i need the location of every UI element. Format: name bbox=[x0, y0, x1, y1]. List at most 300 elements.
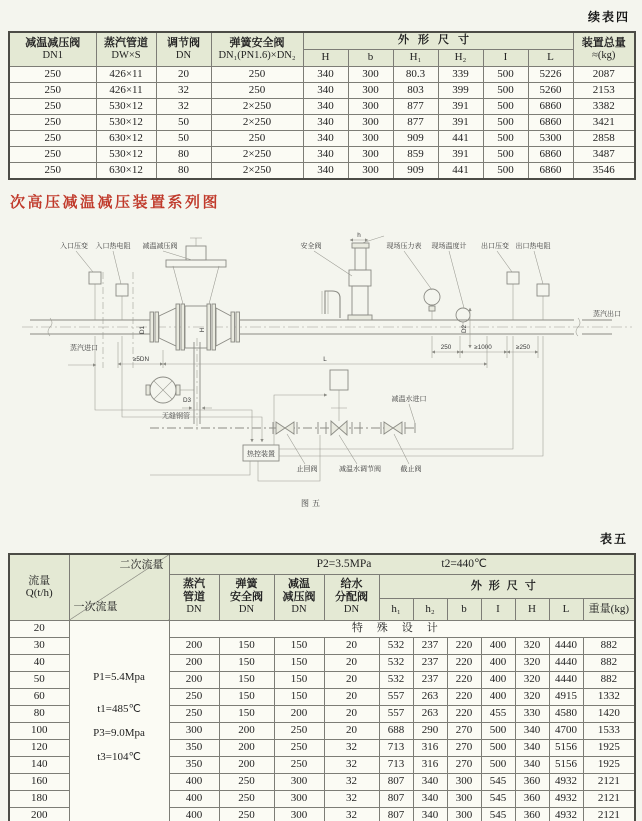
cell: 250 bbox=[169, 688, 219, 705]
water-regulating-valve-symbol bbox=[330, 370, 348, 435]
cell: 220 bbox=[447, 705, 481, 722]
cell: 500 bbox=[481, 739, 515, 756]
cell: 150 bbox=[274, 637, 324, 654]
table-five-label: 表五 bbox=[599, 532, 628, 546]
primary-p3: P3=9.0Mpa bbox=[93, 726, 145, 739]
cell: 300 bbox=[447, 790, 481, 807]
cell: 400 bbox=[481, 671, 515, 688]
t4-dim-L: L bbox=[528, 49, 573, 66]
cell: 4440 bbox=[549, 637, 583, 654]
t4-col-prv: 减温减压阀 DN1 bbox=[9, 32, 96, 66]
t4-dim-I: I bbox=[483, 49, 528, 66]
series-diagram-heading: 次高压减温减压装置系列图 bbox=[10, 195, 221, 211]
cell: 4932 bbox=[549, 807, 583, 821]
cell: 300 bbox=[348, 146, 393, 162]
cell: 20 bbox=[324, 722, 379, 739]
cell: 32 bbox=[324, 773, 379, 790]
cell: 320 bbox=[515, 654, 549, 671]
table-row bbox=[9, 82, 635, 98]
cell: 877 bbox=[393, 114, 438, 130]
cell: 5300 bbox=[528, 130, 573, 146]
steam-out-label: 蒸汽出口 bbox=[593, 311, 621, 318]
cell: 391 bbox=[438, 98, 483, 114]
outlet-pt-label: 出口压变 bbox=[481, 243, 509, 250]
cell: 426×11 bbox=[96, 66, 156, 82]
cell: 250 bbox=[169, 705, 219, 722]
t5-dim-L: L bbox=[549, 598, 583, 620]
cell: 713 bbox=[379, 739, 413, 756]
cell: 60 bbox=[9, 688, 69, 705]
cell: 250 bbox=[211, 130, 303, 146]
cell: 200 bbox=[274, 705, 324, 722]
water-valve-label: 减温水调节阀 bbox=[339, 466, 381, 473]
cell: 426×11 bbox=[96, 82, 156, 98]
cell: 500 bbox=[483, 130, 528, 146]
t5-col-prv: 减温 减压阀 DN bbox=[274, 574, 324, 620]
cell: 400 bbox=[481, 688, 515, 705]
t5-col-water-dist-valve: 给水 分配阀 DN bbox=[324, 574, 379, 620]
cell: 4700 bbox=[549, 722, 583, 739]
cell: 80 bbox=[9, 705, 69, 722]
cell: 340 bbox=[303, 146, 348, 162]
cell: 4580 bbox=[549, 705, 583, 722]
cell: 3421 bbox=[573, 114, 635, 130]
table-row bbox=[9, 130, 635, 146]
cell: 441 bbox=[438, 130, 483, 146]
cell: 160 bbox=[9, 773, 69, 790]
cell: 180 bbox=[9, 790, 69, 807]
prv-label: 减温减压阀 bbox=[142, 243, 178, 250]
seamless-pipe-label: 无缝钢管 bbox=[162, 413, 190, 420]
cell: 80 bbox=[156, 146, 211, 162]
primary-flow-label: 一次流量 bbox=[73, 600, 118, 613]
table-row bbox=[9, 66, 635, 82]
dim-l: L bbox=[323, 356, 327, 363]
stop-valve-label: 截止阀 bbox=[400, 466, 422, 473]
cell: 350 bbox=[169, 756, 219, 773]
piping-diagram-figure5 bbox=[0, 218, 642, 518]
dim-h-small: h bbox=[357, 232, 361, 239]
cell: 250 bbox=[274, 739, 324, 756]
table-row bbox=[9, 98, 635, 114]
cell: 220 bbox=[447, 654, 481, 671]
cell: 32 bbox=[156, 98, 211, 114]
cell: 340 bbox=[413, 773, 447, 790]
cell: 250 bbox=[219, 773, 274, 790]
cell: 320 bbox=[515, 637, 549, 654]
cell: 150 bbox=[274, 654, 324, 671]
cell: 32 bbox=[324, 790, 379, 807]
inlet-rtd-label: 入口热电阻 bbox=[95, 243, 131, 250]
cell: 250 bbox=[274, 756, 324, 773]
gauge-label: 现场压力表 bbox=[386, 243, 422, 250]
cell: 250 bbox=[9, 146, 96, 162]
cell: 140 bbox=[9, 756, 69, 773]
cell: 882 bbox=[583, 637, 635, 654]
cell: 2×250 bbox=[211, 146, 303, 162]
cell: 391 bbox=[438, 114, 483, 130]
cell: 250 bbox=[9, 82, 96, 98]
primary-p1: P1=5.4Mpa bbox=[93, 670, 145, 683]
cell: 530×12 bbox=[96, 146, 156, 162]
water-line bbox=[150, 370, 427, 473]
cell: 100 bbox=[9, 722, 69, 739]
cell: 532 bbox=[379, 654, 413, 671]
cell: 250 bbox=[211, 82, 303, 98]
dim-d2: D2 bbox=[461, 324, 468, 334]
cell: 300 bbox=[348, 162, 393, 179]
cell: 20 bbox=[324, 688, 379, 705]
cell: 320 bbox=[515, 688, 549, 705]
cell: 340 bbox=[303, 114, 348, 130]
cell: 500 bbox=[481, 722, 515, 739]
cell: 320 bbox=[515, 671, 549, 688]
cell: 200 bbox=[169, 637, 219, 654]
cell: 630×12 bbox=[96, 162, 156, 179]
outlet-rtd-label: 出口热电阻 bbox=[515, 243, 551, 250]
cell: 909 bbox=[393, 162, 438, 179]
t5-dims-group-header: 外形尺寸 bbox=[379, 574, 635, 598]
cell: 340 bbox=[515, 756, 549, 773]
cell: 1533 bbox=[583, 722, 635, 739]
cell: 455 bbox=[481, 705, 515, 722]
cell: 2×250 bbox=[211, 114, 303, 130]
cell: 2121 bbox=[583, 807, 635, 821]
cell: 882 bbox=[583, 671, 635, 688]
dim-h-cap: H bbox=[199, 327, 206, 333]
cell: 220 bbox=[447, 671, 481, 688]
main-steam-pipe bbox=[22, 318, 632, 336]
dim-5dn: ≥5DN bbox=[132, 356, 150, 363]
thermal-box-label: 热控装置 bbox=[247, 451, 275, 458]
cell: 340 bbox=[303, 130, 348, 146]
cell: 807 bbox=[379, 790, 413, 807]
cell: 200 bbox=[9, 807, 69, 821]
cell: 263 bbox=[413, 705, 447, 722]
cell: 557 bbox=[379, 688, 413, 705]
cell: 400 bbox=[169, 807, 219, 821]
cell: 250 bbox=[219, 790, 274, 807]
t4-body bbox=[9, 66, 635, 179]
cell: 40 bbox=[9, 654, 69, 671]
thermal-control-device bbox=[95, 336, 543, 481]
cell: 545 bbox=[481, 807, 515, 821]
cell: 557 bbox=[379, 705, 413, 722]
cell: 350 bbox=[169, 739, 219, 756]
cell: 300 bbox=[447, 773, 481, 790]
stop-valve-symbol bbox=[381, 422, 405, 434]
cell: 300 bbox=[274, 807, 324, 821]
cell: 50 bbox=[156, 130, 211, 146]
cell: 20 bbox=[156, 66, 211, 82]
cell: 50 bbox=[156, 114, 211, 130]
cell: 5156 bbox=[549, 739, 583, 756]
t4-header-row-1 bbox=[9, 32, 635, 49]
cell: 270 bbox=[447, 756, 481, 773]
t5-dim-H: H bbox=[515, 598, 549, 620]
primary-t1: t1=485℃ bbox=[97, 702, 141, 715]
cell: 500 bbox=[483, 82, 528, 98]
dim-1000: ≥1000 bbox=[474, 344, 492, 351]
safety-valve-label: 安全阀 bbox=[300, 243, 322, 250]
cell: 5156 bbox=[549, 756, 583, 773]
cell: 300 bbox=[447, 807, 481, 821]
t5-special-row bbox=[9, 620, 635, 637]
cell: 2121 bbox=[583, 790, 635, 807]
cell: 237 bbox=[413, 671, 447, 688]
cell: 150 bbox=[274, 671, 324, 688]
cell: 532 bbox=[379, 671, 413, 688]
cell: 250 bbox=[219, 807, 274, 821]
secondary-flow-label: 二次流量 bbox=[119, 559, 164, 571]
cell: 20 bbox=[324, 637, 379, 654]
t5-dim-I: I bbox=[481, 598, 515, 620]
cell: 340 bbox=[303, 98, 348, 114]
cell: 250 bbox=[211, 66, 303, 82]
dim-ge250: ≥250 bbox=[516, 344, 530, 351]
t4-dim-b: b bbox=[348, 49, 393, 66]
cell: 545 bbox=[481, 773, 515, 790]
cell: 340 bbox=[303, 66, 348, 82]
cell: 909 bbox=[393, 130, 438, 146]
continued-table-label: 续表四 bbox=[587, 10, 630, 24]
cell: 200 bbox=[219, 722, 274, 739]
cell: 2×250 bbox=[211, 98, 303, 114]
cell: 877 bbox=[393, 98, 438, 114]
cell: 400 bbox=[169, 773, 219, 790]
cell: 6860 bbox=[528, 114, 573, 130]
dim-250: 250 bbox=[440, 344, 452, 351]
t4-col-safety-valve: 弹簧安全阀 DN₁(PN1.6)×DN₂ bbox=[211, 32, 303, 66]
cell: 807 bbox=[379, 807, 413, 821]
cell: 340 bbox=[413, 807, 447, 821]
cell: 316 bbox=[413, 756, 447, 773]
cell: 120 bbox=[9, 739, 69, 756]
cell: 500 bbox=[483, 98, 528, 114]
cell: 360 bbox=[515, 807, 549, 821]
cell: 150 bbox=[219, 654, 274, 671]
special-design-cell: 特殊设计 bbox=[169, 620, 635, 637]
t5-body bbox=[9, 620, 635, 821]
cell: 270 bbox=[447, 739, 481, 756]
cell: 2121 bbox=[583, 773, 635, 790]
cell: 200 bbox=[169, 654, 219, 671]
cell: 400 bbox=[169, 790, 219, 807]
cell: 200 bbox=[219, 756, 274, 773]
cell: 220 bbox=[447, 688, 481, 705]
cell: 250 bbox=[9, 114, 96, 130]
dim-d1: D1 bbox=[139, 325, 146, 335]
cell: 3487 bbox=[573, 146, 635, 162]
check-valve-label: 止回阀 bbox=[296, 466, 318, 473]
inlet-pt-label: 入口压变 bbox=[60, 243, 88, 250]
table-row bbox=[9, 162, 635, 179]
table-row bbox=[9, 114, 635, 130]
cell: 3382 bbox=[573, 98, 635, 114]
cell: 360 bbox=[515, 790, 549, 807]
cell: 300 bbox=[348, 114, 393, 130]
cell: 807 bbox=[379, 773, 413, 790]
cell: 500 bbox=[483, 146, 528, 162]
cell: 4915 bbox=[549, 688, 583, 705]
cell: 882 bbox=[583, 654, 635, 671]
diagram-top-labels bbox=[60, 232, 551, 308]
cell: 500 bbox=[483, 66, 528, 82]
t4-dim-H2: H₂ bbox=[438, 49, 483, 66]
cell: 4440 bbox=[549, 654, 583, 671]
cell: 2153 bbox=[573, 82, 635, 98]
cell: 250 bbox=[9, 162, 96, 179]
cell: 150 bbox=[219, 637, 274, 654]
t5-col-safety-valve: 弹簧 安全阀 DN bbox=[219, 574, 274, 620]
t5-col-weight: 重量(kg) bbox=[583, 598, 635, 620]
cell: 250 bbox=[9, 130, 96, 146]
t5-header-row-1 bbox=[9, 554, 635, 574]
condition-p2: P2=3.5MPa bbox=[316, 557, 372, 570]
cell: 4440 bbox=[549, 671, 583, 688]
cell: 32 bbox=[324, 739, 379, 756]
cell: 340 bbox=[303, 82, 348, 98]
cell: 237 bbox=[413, 654, 447, 671]
cell: 803 bbox=[393, 82, 438, 98]
cell: 290 bbox=[413, 722, 447, 739]
cell: 713 bbox=[379, 756, 413, 773]
cell: 2×250 bbox=[211, 162, 303, 179]
table-four-continued bbox=[8, 31, 636, 180]
cell: 263 bbox=[413, 688, 447, 705]
cell: 20 bbox=[324, 654, 379, 671]
cell: 545 bbox=[481, 790, 515, 807]
cell: 530×12 bbox=[96, 114, 156, 130]
cell: 220 bbox=[447, 637, 481, 654]
cell: 300 bbox=[348, 130, 393, 146]
water-in-label: 减温水进口 bbox=[391, 396, 427, 403]
steam-in-label: 蒸汽进口 bbox=[70, 345, 98, 352]
cell: 300 bbox=[348, 66, 393, 82]
t5-diagonal-header bbox=[69, 554, 169, 620]
t5-dim-h2: h₂ bbox=[413, 598, 447, 620]
cell: 441 bbox=[438, 162, 483, 179]
cell: 391 bbox=[438, 146, 483, 162]
check-valve-symbol bbox=[273, 422, 297, 434]
cell: 200 bbox=[169, 671, 219, 688]
cell: 5226 bbox=[528, 66, 573, 82]
cell: 340 bbox=[515, 739, 549, 756]
t4-dim-H1: H₁ bbox=[393, 49, 438, 66]
cell: 500 bbox=[481, 756, 515, 773]
t4-col-steam-pipe: 蒸汽管道 DW×S bbox=[96, 32, 156, 66]
cell: 250 bbox=[9, 98, 96, 114]
t5-dim-h1: h₁ bbox=[379, 598, 413, 620]
cell: 250 bbox=[9, 66, 96, 82]
cell: 150 bbox=[219, 705, 274, 722]
cell: 150 bbox=[274, 688, 324, 705]
cell: 32 bbox=[324, 807, 379, 821]
cell: 399 bbox=[438, 82, 483, 98]
cell: 4932 bbox=[549, 790, 583, 807]
cell: 532 bbox=[379, 637, 413, 654]
cell: 330 bbox=[515, 705, 549, 722]
cell: 1420 bbox=[583, 705, 635, 722]
cell: 339 bbox=[438, 66, 483, 82]
safety-valve-assembly bbox=[322, 236, 384, 320]
figure-caption: 图五 bbox=[301, 499, 323, 508]
cell: 1332 bbox=[583, 688, 635, 705]
cell: 1925 bbox=[583, 756, 635, 773]
cell: 300 bbox=[274, 790, 324, 807]
cell: 50 bbox=[9, 671, 69, 688]
t5-col-steam-pipe: 蒸汽 管道 DN bbox=[169, 574, 219, 620]
cell: 237 bbox=[413, 637, 447, 654]
cell: 500 bbox=[483, 114, 528, 130]
cell: 340 bbox=[515, 722, 549, 739]
dim-d3: D3 bbox=[182, 397, 192, 404]
cell: 1925 bbox=[583, 739, 635, 756]
condition-t2: t2=440℃ bbox=[441, 557, 487, 570]
thermometer-label: 现场温度计 bbox=[431, 243, 467, 250]
cell: 30 bbox=[9, 637, 69, 654]
t5-conditions-header bbox=[169, 554, 635, 574]
t4-col-total-weight: 装置总量 ≈(kg) bbox=[573, 32, 635, 66]
t4-dims-group-header: 外形尺寸 bbox=[303, 32, 573, 49]
cell: 200 bbox=[219, 739, 274, 756]
cell: 316 bbox=[413, 739, 447, 756]
cell: 2087 bbox=[573, 66, 635, 82]
cell: 150 bbox=[219, 671, 274, 688]
cell: 80 bbox=[156, 162, 211, 179]
cell: 150 bbox=[219, 688, 274, 705]
cell: 530×12 bbox=[96, 98, 156, 114]
cell: 20 bbox=[324, 671, 379, 688]
cell: 20 bbox=[9, 620, 69, 637]
prv-valve-assembly bbox=[150, 238, 240, 350]
cell: 6860 bbox=[528, 98, 573, 114]
cell: 300 bbox=[348, 82, 393, 98]
cell: 250 bbox=[274, 722, 324, 739]
cell: 32 bbox=[156, 82, 211, 98]
cell: 4932 bbox=[549, 773, 583, 790]
cell: 360 bbox=[515, 773, 549, 790]
t4-col-regulating-valve: 调节阀 DN bbox=[156, 32, 211, 66]
cell: 400 bbox=[481, 637, 515, 654]
t5-dim-b: b bbox=[447, 598, 481, 620]
t5-primary-conditions-cell bbox=[69, 620, 169, 821]
cell: 5260 bbox=[528, 82, 573, 98]
cell: 340 bbox=[303, 162, 348, 179]
cell: 6860 bbox=[528, 162, 573, 179]
t4-dim-H: H bbox=[303, 49, 348, 66]
cell: 340 bbox=[413, 790, 447, 807]
cell: 630×12 bbox=[96, 130, 156, 146]
t5-col-flow: 流量 Q(t/h) bbox=[9, 554, 69, 620]
cell: 300 bbox=[348, 98, 393, 114]
cell: 500 bbox=[483, 162, 528, 179]
cell: 300 bbox=[169, 722, 219, 739]
cell: 300 bbox=[274, 773, 324, 790]
table-five bbox=[8, 553, 636, 821]
cell: 20 bbox=[324, 705, 379, 722]
cell: 2858 bbox=[573, 130, 635, 146]
cell: 688 bbox=[379, 722, 413, 739]
cell: 270 bbox=[447, 722, 481, 739]
table-row bbox=[9, 146, 635, 162]
cell: 859 bbox=[393, 146, 438, 162]
cell: 3546 bbox=[573, 162, 635, 179]
cell: 400 bbox=[481, 654, 515, 671]
primary-t3: t3=104℃ bbox=[97, 750, 141, 763]
cell: 80.3 bbox=[393, 66, 438, 82]
cell: 32 bbox=[324, 756, 379, 773]
